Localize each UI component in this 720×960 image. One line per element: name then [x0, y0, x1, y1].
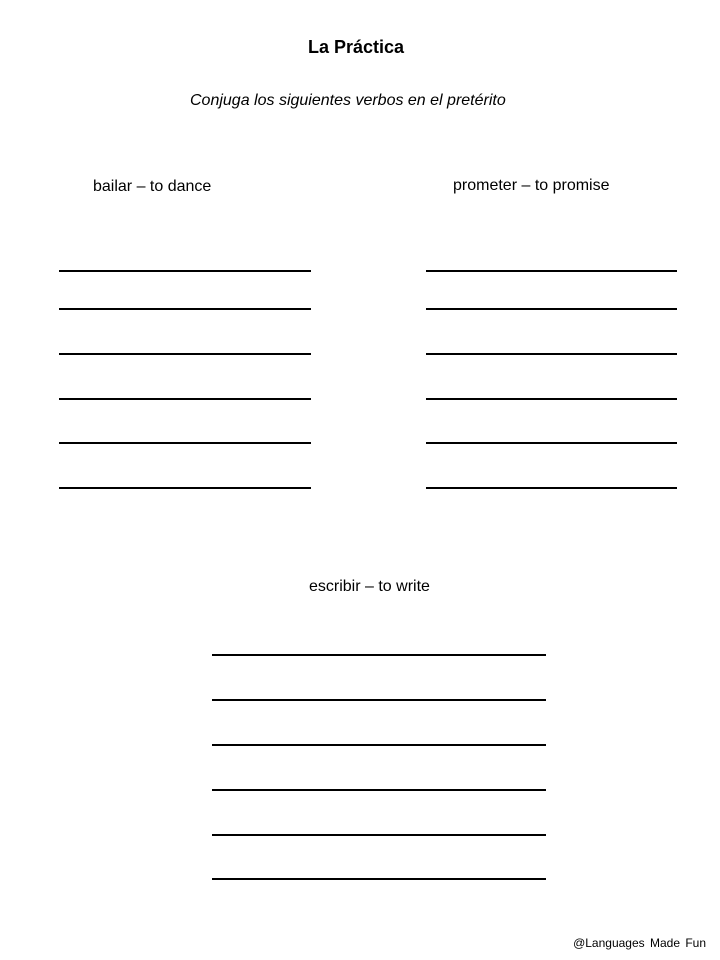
verb-label-escribir: escribir – to write: [309, 578, 430, 595]
verb-label-prometer: prometer – to promise: [453, 177, 610, 194]
instructions-text: Conjuga los siguientes verbos en el pretérito: [190, 92, 506, 109]
answer-line: [212, 699, 546, 701]
credit-text: @Languages Made Fun: [573, 936, 706, 950]
answer-line: [426, 353, 677, 355]
answer-line: [59, 487, 311, 489]
answer-line: [59, 270, 311, 272]
answer-line: [426, 398, 677, 400]
answer-line: [212, 789, 546, 791]
answer-line: [426, 487, 677, 489]
answer-line: [212, 654, 546, 656]
answer-line: [59, 398, 311, 400]
answer-line: [59, 442, 311, 444]
answer-line: [212, 834, 546, 836]
verb-label-bailar: bailar – to dance: [93, 178, 212, 195]
worksheet-title: La Práctica: [307, 37, 405, 57]
answer-line: [212, 878, 546, 880]
answer-line: [426, 442, 677, 444]
answer-line: [59, 353, 311, 355]
answer-line: [59, 308, 311, 310]
answer-line: [212, 744, 546, 746]
answer-line: [426, 308, 677, 310]
answer-line: [426, 270, 677, 272]
